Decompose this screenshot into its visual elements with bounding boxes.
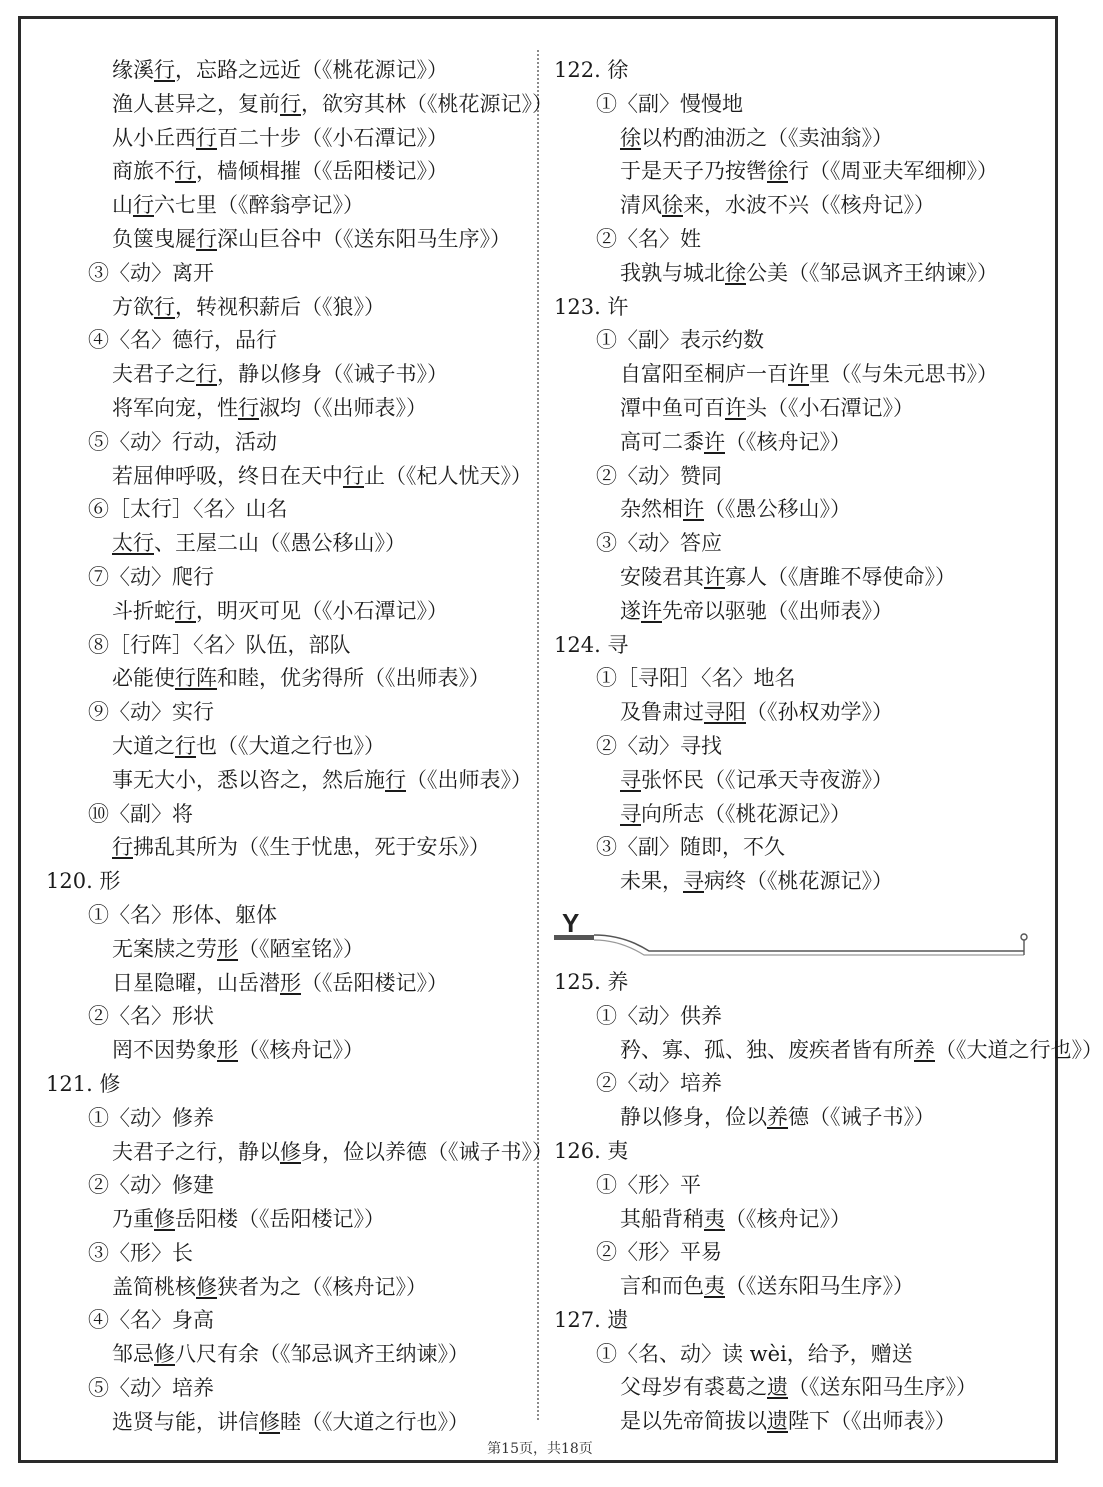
text-segment: ④〈名〉德行，品行 [88, 328, 277, 353]
text-segment: ①〈副〉慢慢地 [596, 91, 743, 116]
text-segment: 睦（《大道之行也》） [280, 1409, 469, 1434]
text-segment: 日星隐曜，山岳潜 [112, 970, 280, 995]
text-segment: 斗折蛇 [112, 598, 175, 623]
text-segment: 山 [112, 193, 133, 218]
text-segment: ②〈动〉寻找 [596, 733, 722, 758]
section-divider-y [554, 899, 1044, 966]
sense-line [554, 527, 1044, 561]
text-segment: 、王屋二山（《愚公移山》） [154, 531, 406, 556]
text-segment: 未果， [620, 869, 683, 894]
text-segment: 六七里（《醉翁亭记》） [154, 193, 364, 218]
keyword: 行 [385, 767, 406, 792]
example-line [46, 223, 521, 257]
sense-line [554, 662, 1044, 696]
keyword: 徐 [725, 260, 746, 285]
text-segment: 遂 [620, 598, 641, 623]
sense-line [554, 1236, 1044, 1270]
text-segment: 缘溪 [112, 58, 154, 82]
example-line [46, 155, 521, 189]
sense-line [46, 1304, 521, 1338]
keyword: 许 [641, 598, 662, 623]
left-column [46, 54, 553, 1440]
sense-line [46, 324, 521, 358]
example-line [554, 426, 1044, 460]
text-segment: 盖简桃核 [112, 1274, 196, 1299]
text-segment: ③〈副〉随即，不久 [596, 835, 785, 860]
example-line [554, 1371, 1044, 1405]
keyword: 寻 [620, 767, 641, 792]
example-line [46, 189, 521, 223]
text-segment: ②〈名〉形状 [88, 1004, 214, 1029]
text-segment: ③〈动〉答应 [596, 531, 722, 556]
keyword: 行 [112, 835, 133, 860]
text-segment: 我孰与城北 [620, 260, 725, 285]
text-segment: ⑦〈动〉爬行 [88, 564, 214, 589]
text-segment: ，明灭可见（《小石潭记》） [196, 598, 448, 623]
text-segment: 德（《诫子书》） [788, 1105, 935, 1130]
sense-line [554, 1169, 1044, 1203]
keyword: 许 [704, 429, 725, 454]
text-segment: 于是天子乃按辔 [620, 159, 767, 184]
text-segment: 止（《杞人忧天》） [364, 463, 532, 488]
keyword: 寻 [683, 869, 704, 894]
keyword: 养 [914, 1037, 935, 1062]
keyword: 许 [788, 362, 809, 387]
keyword: 夷 [704, 1274, 725, 1299]
text-segment: 张怀民（《记承天寺夜游》） [641, 767, 893, 792]
keyword: 形 [217, 936, 238, 961]
text-segment: 病终（《桃花源记》） [704, 869, 893, 894]
example-line [46, 1136, 553, 1170]
example-line [554, 1034, 1103, 1068]
example-line [554, 122, 1044, 156]
example-line [554, 1405, 1044, 1439]
keyword: 行 [133, 193, 154, 218]
example-line [46, 1338, 521, 1372]
sense-line [554, 460, 1044, 494]
example-line [46, 122, 521, 156]
text-segment: （《核舟记》） [238, 1038, 364, 1063]
example-line [46, 831, 521, 865]
sense-line [46, 1169, 521, 1203]
text-segment: （《核舟记》） [725, 429, 851, 454]
keyword: 修 [154, 1342, 175, 1367]
text-segment: ①〈动〉供养 [596, 1003, 722, 1028]
text-segment: ②〈动〉修建 [88, 1173, 214, 1198]
keyword: 寻阳 [704, 700, 746, 725]
keyword: 形 [280, 970, 301, 995]
entry-heading [554, 1304, 1044, 1338]
sense-line [46, 561, 521, 595]
example-line [46, 1271, 521, 1305]
sense-line [46, 899, 521, 933]
text-segment: 狭者为之（《核舟记》） [217, 1274, 427, 1299]
sense-line [46, 1237, 521, 1271]
right-column-bottom [554, 966, 1103, 1439]
text-segment: 122. 徐 [554, 58, 629, 82]
text-segment: 自富阳至桐庐一百 [620, 362, 788, 387]
example-line [46, 291, 521, 325]
text-segment: 事无大小，悉以咨之，然后施 [112, 767, 385, 792]
text-segment: ⑨〈动〉实行 [88, 700, 214, 725]
text-segment: 来，水波不兴（《核舟记》） [683, 193, 935, 218]
text-segment: 身，俭以养德（《诫子书》） [301, 1139, 553, 1164]
text-segment: ①〈名〉形体、躯体 [88, 902, 277, 927]
keyword: 形 [217, 1038, 238, 1063]
text-segment: 123. 许 [554, 294, 629, 319]
text-segment: 行（《周亚夫军细柳》） [788, 159, 998, 184]
example-line [554, 257, 1044, 291]
text-segment: （《出师表》） [406, 767, 532, 792]
example-line [554, 595, 1044, 629]
sense-line [46, 257, 521, 291]
text-segment: ③〈形〉长 [88, 1240, 193, 1265]
text-segment: 公美（《邹忌讽齐王纳谏》） [746, 260, 998, 285]
example-line [554, 493, 1044, 527]
keyword: 遗 [767, 1375, 788, 1400]
example-line [554, 1270, 1044, 1304]
sense-line [46, 1102, 521, 1136]
example-line [554, 865, 1044, 899]
entry-heading [554, 629, 1044, 663]
text-segment: ⑤〈动〉行动，活动 [88, 429, 277, 454]
text-segment: 负箧曳屣 [112, 226, 196, 251]
entry-heading [46, 1068, 521, 1102]
text-segment: ②〈动〉赞同 [596, 463, 722, 488]
text-segment: ①〈名、动〉读 wèi，给予，赠送 [596, 1341, 913, 1366]
text-segment: 方欲 [112, 294, 154, 319]
keyword: 许 [683, 497, 704, 522]
text-segment: ，欲穷其林（《桃花源记》） [301, 91, 553, 116]
keyword: 许 [725, 395, 746, 420]
example-line [554, 392, 1044, 426]
keyword: 太行 [112, 531, 154, 556]
example-line [554, 798, 1044, 832]
keyword: 徐 [620, 125, 641, 150]
text-segment: 言和而色 [620, 1274, 704, 1299]
text-segment: ②〈名〉姓 [596, 226, 701, 251]
text-segment: 高可二黍 [620, 429, 704, 454]
example-line [554, 696, 1044, 730]
keyword: 徐 [662, 193, 683, 218]
sense-line [554, 1000, 1044, 1034]
example-line [46, 1203, 521, 1237]
text-segment: 渔人甚异之，复前 [112, 91, 280, 116]
example-line [46, 662, 521, 696]
text-segment: ④〈名〉身高 [88, 1308, 214, 1333]
sense-line [46, 629, 521, 663]
text-segment: 以杓酌油沥之（《卖油翁》） [641, 125, 893, 150]
text-segment: ①〈副〉表示约数 [596, 328, 764, 353]
example-line [46, 595, 521, 629]
text-segment: 125. 养 [554, 969, 629, 994]
text-segment: 若屈伸呼吸，终日在天中 [112, 463, 343, 488]
text-segment: 父母岁有裘葛之 [620, 1375, 767, 1400]
keyword: 行 [343, 463, 364, 488]
keyword: 行 [175, 733, 196, 758]
keyword: 行 [196, 125, 217, 150]
keyword: 行 [196, 362, 217, 387]
text-segment: ⑩〈副〉将 [88, 801, 193, 826]
text-segment: 深山巨谷中（《送东阳马生序》） [217, 226, 511, 251]
example-line [46, 460, 532, 494]
text-segment: 及鲁肃过 [620, 700, 704, 725]
example-line [46, 1406, 521, 1440]
keyword: 夷 [704, 1206, 725, 1231]
sense-line [554, 1338, 1044, 1372]
text-segment: 必能使 [112, 666, 175, 691]
keyword: 行阵 [175, 666, 217, 691]
text-segment: ①〈动〉修养 [88, 1105, 214, 1130]
text-segment: ②〈动〉培养 [596, 1071, 722, 1096]
sense-line [554, 88, 1044, 122]
text-segment: 里（《与朱元思书》） [809, 362, 998, 387]
keyword: 修 [154, 1207, 175, 1232]
example-line [554, 1101, 1044, 1135]
keyword: 修 [196, 1274, 217, 1299]
text-segment: 大道之 [112, 733, 175, 758]
text-segment: （《送东阳马生序》） [725, 1274, 914, 1299]
text-segment: 静以修身，俭以 [620, 1105, 767, 1130]
example-line [554, 1203, 1044, 1237]
keyword: 行 [280, 91, 301, 116]
keyword: 养 [767, 1105, 788, 1130]
sense-line [46, 1372, 521, 1406]
sense-line [554, 831, 1044, 865]
text-segment: 矜、寡、孤、独、废疾者皆有所 [620, 1037, 914, 1062]
keyword: 行 [238, 395, 259, 420]
keyword: 寻 [620, 801, 641, 826]
text-segment: 127. 遗 [554, 1307, 629, 1332]
text-segment: 120. 形 [46, 869, 121, 894]
text-segment: （《愚公移山》） [704, 497, 851, 522]
text-segment: ，转视积薪后（《狼》） [175, 294, 385, 319]
text-segment: 商旅不 [112, 159, 175, 184]
text-segment: ，樯倾楫摧（《岳阳楼记》） [196, 159, 448, 184]
text-segment: 其船背稍 [620, 1206, 704, 1231]
text-segment: （《核舟记》） [725, 1206, 851, 1231]
text-segment: 清风 [620, 193, 662, 218]
example-line [554, 358, 1044, 392]
example-line [554, 155, 1044, 189]
text-segment: ⑤〈动〉培养 [88, 1376, 214, 1401]
sense-line [46, 426, 521, 460]
example-line [46, 358, 521, 392]
text-segment: 先帝以驱驰（《出师表》） [662, 598, 893, 623]
text-segment: 安陵君其 [620, 564, 704, 589]
entry-heading [46, 865, 521, 899]
page-footer: 第15页，共18页 [487, 1441, 593, 1457]
text-segment: 百二十步（《小石潭记》） [217, 125, 448, 150]
example-line [46, 527, 521, 561]
text-segment: 126. 夷 [554, 1138, 629, 1163]
sense-line [554, 730, 1044, 764]
section-letter: Y [562, 907, 580, 938]
text-segment: 拂乱其所为（《生于忧患，死于安乐》） [133, 835, 490, 860]
text-segment: ②〈形〉平易 [596, 1240, 722, 1265]
text-segment: ①〈形〉平 [596, 1172, 701, 1197]
section-divider-graphic [554, 899, 1034, 966]
text-segment: 是以先帝简拔以 [620, 1409, 767, 1434]
text-segment: ，静以修身（《诫子书》） [217, 362, 448, 387]
sense-line [46, 493, 521, 527]
text-segment: 潭中鱼可百 [620, 395, 725, 420]
text-segment: 121. 修 [46, 1071, 121, 1096]
keyword: 徐 [767, 159, 788, 184]
keyword: 许 [704, 564, 725, 589]
text-segment: 夫君子之行，静以 [112, 1139, 280, 1164]
sense-line [554, 324, 1044, 358]
text-segment: （《大道之行也》） [935, 1037, 1103, 1062]
sense-line [46, 798, 521, 832]
text-segment: 向所志（《桃花源记》） [641, 801, 851, 826]
keyword: 遗 [767, 1409, 788, 1434]
example-line [46, 54, 521, 88]
example-line [46, 933, 521, 967]
sense-line [46, 696, 521, 730]
right-column-top [554, 54, 1044, 899]
keyword: 行 [175, 159, 196, 184]
example-line [46, 88, 553, 122]
text-segment: 寡人（《唐雎不辱使命》） [725, 564, 956, 589]
example-line [46, 967, 521, 1001]
text-segment: 邹忌 [112, 1342, 154, 1367]
text-segment: ③〈动〉离开 [88, 260, 214, 285]
example-line [46, 392, 521, 426]
entry-heading [554, 291, 1044, 325]
keyword: 行 [154, 58, 175, 82]
text-segment: （《送东阳马生序》） [788, 1375, 977, 1400]
entry-heading [554, 1135, 1044, 1169]
text-segment: 将军向宠，性 [112, 395, 238, 420]
text-segment: 岳阳楼（《岳阳楼记》） [175, 1207, 385, 1232]
text-segment: 从小丘西 [112, 125, 196, 150]
sense-line [46, 1000, 521, 1034]
text-segment: 头（《小石潭记》） [746, 395, 914, 420]
entry-heading [554, 966, 1044, 1000]
sense-line [554, 223, 1044, 257]
text-segment: 淑均（《出师表》） [259, 395, 427, 420]
example-line [554, 189, 1044, 223]
text-segment: 乃重 [112, 1207, 154, 1232]
sense-line [554, 1067, 1044, 1101]
text-segment: ①［寻阳］〈名〉地名 [596, 666, 796, 691]
keyword: 行 [196, 226, 217, 251]
text-segment: ，忘路之远近（《桃花源记》） [175, 58, 448, 82]
text-segment: 罔不因势象 [112, 1038, 217, 1063]
text-segment: （《岳阳楼记》） [301, 970, 448, 995]
text-segment: 124. 寻 [554, 632, 629, 657]
example-line [46, 1034, 521, 1068]
text-segment: 选贤与能，讲信 [112, 1409, 259, 1434]
keyword: 修 [259, 1409, 280, 1434]
right-column [554, 54, 1103, 1439]
text-segment: 和睦，优劣得所（《出师表》） [217, 666, 490, 691]
keyword: 修 [280, 1139, 301, 1164]
text-segment: 陛下（《出师表》） [788, 1409, 956, 1434]
text-segment: 杂然相 [620, 497, 683, 522]
keyword: 行 [154, 294, 175, 319]
entry-heading [554, 54, 1044, 88]
example-line [46, 730, 521, 764]
text-segment: ⑥［太行］〈名〉山名 [88, 497, 288, 522]
example-line [554, 764, 1044, 798]
text-segment: 八尺有余（《邹忌讽齐王纳谏》） [175, 1342, 469, 1367]
text-segment: （《陋室铭》） [238, 936, 364, 961]
text-segment: ⑧［行阵］〈名〉队伍，部队 [88, 632, 351, 657]
example-line [554, 561, 1044, 595]
keyword: 行 [175, 598, 196, 623]
text-segment: （《孙权劝学》） [746, 700, 893, 725]
text-segment: 也（《大道之行也》） [196, 733, 385, 758]
text-segment: 夫君子之 [112, 362, 196, 387]
text-segment: 无案牍之劳 [112, 936, 217, 961]
example-line [46, 764, 532, 798]
column-divider [537, 50, 539, 1420]
